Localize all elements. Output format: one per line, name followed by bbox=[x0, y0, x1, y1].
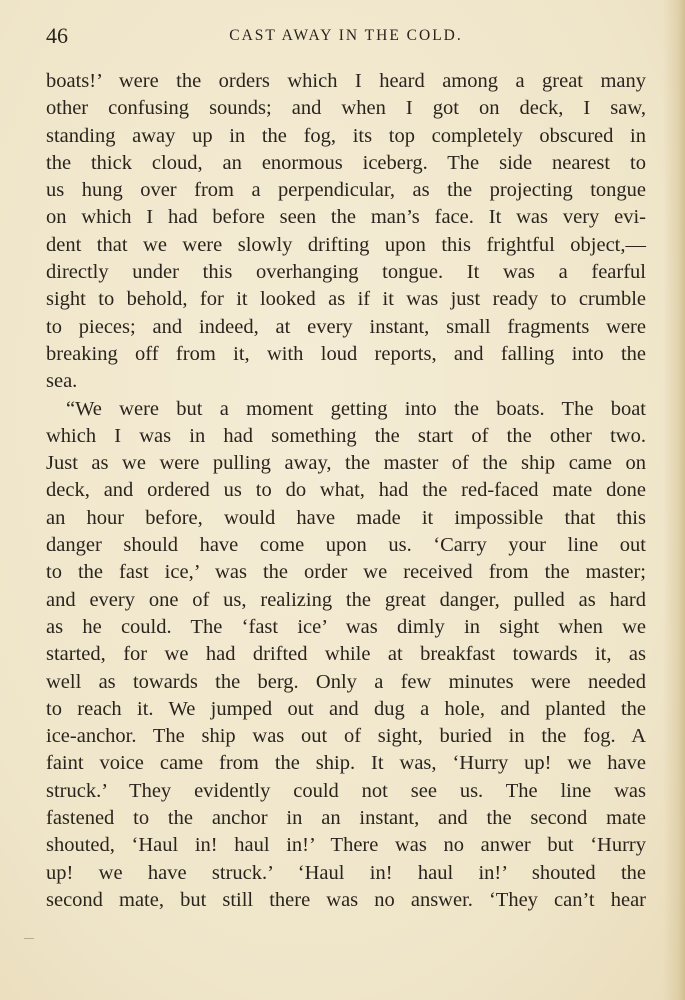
text-line: the thick cloud, an enormous iceberg. The side nearest to bbox=[46, 151, 646, 174]
text-line: standing away up in the fog, its top completely obscured in bbox=[46, 124, 646, 147]
page-number: 46 bbox=[46, 23, 68, 48]
text-line: “We were but a moment getting into the boats. The boat bbox=[66, 397, 646, 420]
text-line: which I was in had something the start of the other two. bbox=[46, 424, 646, 447]
text-line: danger should have come upon us. ‘Carry your line out bbox=[46, 534, 646, 557]
paragraph-1 bbox=[46, 68, 646, 396]
text-line: breaking off from it, with loud reports, and falling into the bbox=[46, 342, 646, 365]
text-line: other confusing sounds; and when I got on deck, I saw, bbox=[46, 97, 646, 120]
text-line: sea. bbox=[46, 370, 78, 393]
page-margin-mark bbox=[24, 938, 34, 939]
running-head: CAST AWAY IN THE COLD. bbox=[229, 27, 463, 44]
page-edge-shadow bbox=[663, 0, 685, 1000]
text-line: second mate, but still there was no answer. ‘They can’t hear bbox=[46, 888, 646, 911]
text-line: us hung over from a perpendicular, as the projecting tongue bbox=[46, 179, 646, 202]
text-line: faint voice came from the ship. It was, ‘Hurry up! we have bbox=[46, 752, 646, 775]
text-line: struck.’ They evidently could not see us. The line was bbox=[46, 779, 646, 802]
text-line: directly under this overhanging tongue. It was a fearful bbox=[46, 261, 646, 284]
text-line: to pieces; and indeed, at every instant, small fragments were bbox=[46, 315, 646, 338]
text-line: and every one of us, realizing the great danger, pulled as hard bbox=[46, 588, 646, 611]
text-line: started, for we had drifted while at breakfast towards it, as bbox=[46, 643, 646, 666]
text-line: boats!’ were the orders which I heard among a great many bbox=[46, 70, 646, 92]
text-line: well as towards the berg. Only a few minutes were needed bbox=[46, 670, 646, 693]
text-line: on which I had before seen the man’s face. It was very evi- bbox=[46, 206, 646, 229]
page-header bbox=[46, 24, 646, 48]
text-line: shouted, ‘Haul in! haul in!’ There was no anwer but ‘Hurry bbox=[46, 834, 646, 857]
text-line: ice-anchor. The ship was out of sight, buried in the fog. A bbox=[46, 725, 646, 748]
paragraph-2 bbox=[46, 396, 646, 915]
text-line: sight to behold, for it looked as if it was just ready to crumble bbox=[46, 288, 646, 311]
text-line: dent that we were slowly drifting upon this frightful object,— bbox=[46, 233, 646, 256]
text-line: an hour before, would have made it impossible that this bbox=[46, 506, 646, 529]
text-line: as he could. The ‘fast ice’ was dimly in sight when we bbox=[46, 615, 646, 638]
text-line: Just as we were pulling away, the master of the ship came on bbox=[46, 452, 646, 475]
text-line: to reach it. We jumped out and dug a hole, and planted the bbox=[46, 697, 646, 720]
body-text bbox=[46, 68, 646, 914]
text-line: to the fast ice,’ was the order we received from the master; bbox=[46, 561, 646, 584]
text-line: deck, and ordered us to do what, had the red-faced mate done bbox=[46, 479, 646, 502]
text-line: up! we have struck.’ ‘Haul in! haul in!’ shouted the bbox=[46, 861, 646, 884]
text-line: fastened to the anchor in an instant, and the second mate bbox=[46, 807, 646, 830]
